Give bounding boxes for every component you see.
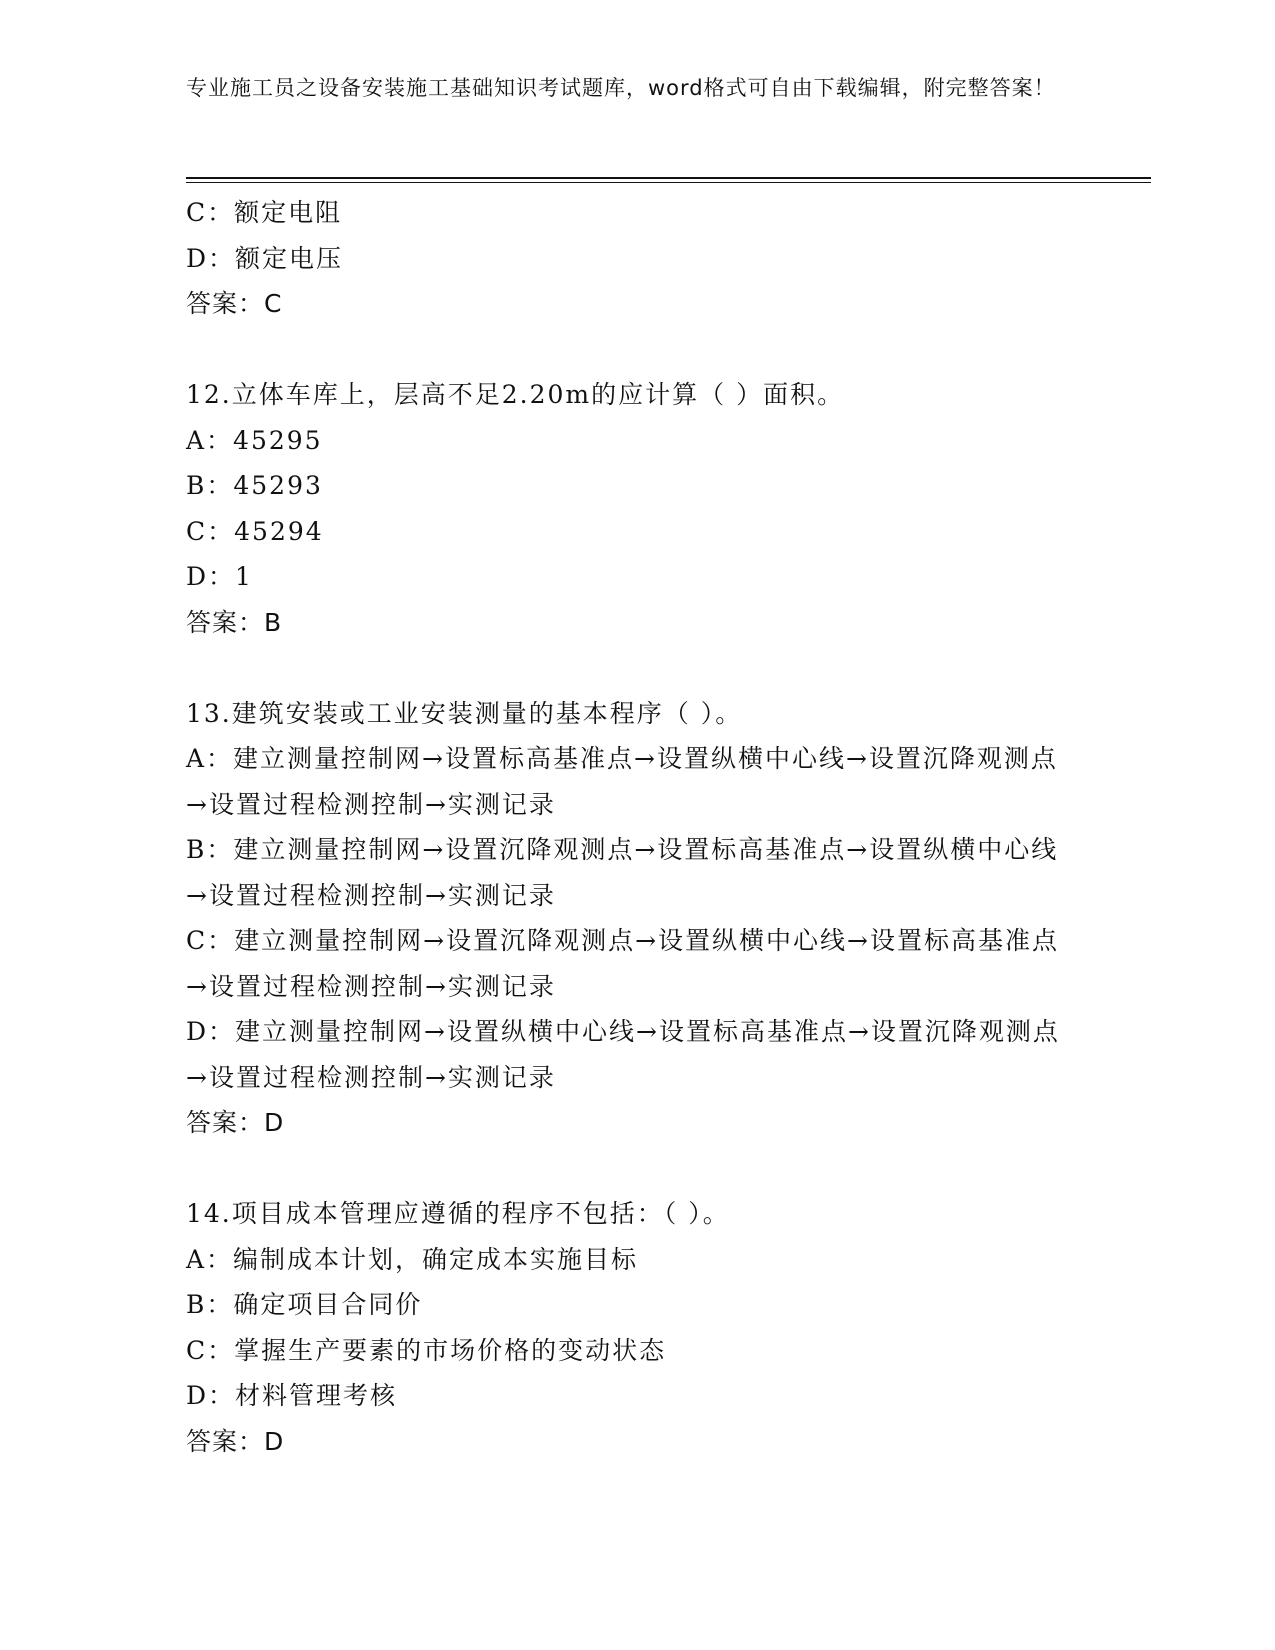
spacer <box>186 327 1066 373</box>
option-c: C：建立测量控制网→设置沉降观测点→设置纵横中心线→设置标高基准点→设置过程检测控制→实测记录 <box>186 926 1059 1001</box>
option-c: C：额定电阻 <box>186 198 343 227</box>
question-list <box>186 190 1066 1464</box>
option-d: D：额定电压 <box>186 243 344 273</box>
spacer <box>186 645 1066 691</box>
option-c: C：45294 <box>186 516 324 546</box>
answer: 答案：B <box>186 607 283 637</box>
header-divider-thin <box>186 182 1151 183</box>
question-12 <box>186 372 1066 645</box>
option-d: D：材料管理考核 <box>186 1381 398 1410</box>
question-stem: 12.立体车库上，层高不足2.20m的应计算（ ）面积。 <box>186 380 845 409</box>
question-14 <box>186 1191 1066 1464</box>
option-a: A：45295 <box>186 425 323 455</box>
document-header: 专业施工员之设备安装施工基础知识考试题库，word格式可自由下载编辑，附完整答案！ <box>186 76 1056 100</box>
question-stem: 13.建筑安装或工业安装测量的基本程序（ ）。 <box>186 698 743 728</box>
answer: 答案：C <box>186 289 283 318</box>
option-b: B：45293 <box>186 471 323 500</box>
option-d: D：建立测量控制网→设置纵横中心线→设置标高基准点→设置沉降观测点→设置过程检测控制→实测记录 <box>186 1017 1060 1092</box>
question-13 <box>186 691 1066 1146</box>
spacer <box>186 1146 1066 1192</box>
question-stem: 14.项目成本管理应遵循的程序不包括：（ ）。 <box>186 1199 730 1228</box>
option-d: D：1 <box>186 562 253 591</box>
option-a: A：编制成本计划，确定成本实施目标 <box>186 1244 639 1274</box>
header-divider-thick <box>186 177 1151 179</box>
option-c: C：掌握生产要素的市场价格的变动状态 <box>186 1335 667 1365</box>
answer: 答案：D <box>186 1426 285 1456</box>
answer: 答案：D <box>186 1108 285 1137</box>
option-a: A：建立测量控制网→设置标高基准点→设置纵横中心线→设置沉降观测点→设置过程检测控制→实测记录 <box>186 744 1058 819</box>
option-b: B：确定项目合同价 <box>186 1290 423 1319</box>
option-b: B：建立测量控制网→设置沉降观测点→设置标高基准点→设置纵横中心线→设置过程检测控制→实测记录 <box>186 835 1059 910</box>
prev-question-tail <box>186 190 1066 327</box>
